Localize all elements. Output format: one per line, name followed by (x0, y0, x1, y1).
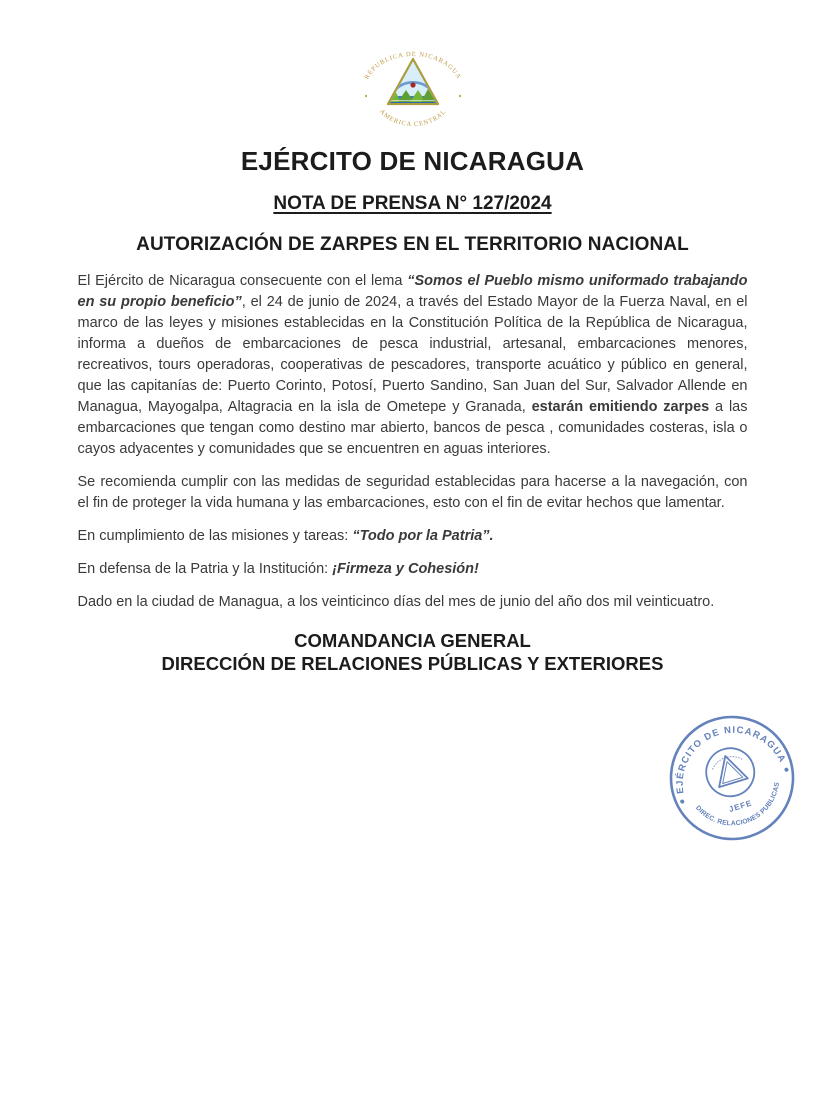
press-release-page (0, 44, 825, 1112)
page-title: EJÉRCITO DE NICARAGUA (240, 146, 585, 176)
emblem-right-dot (458, 95, 460, 97)
text-run: En defensa de la Patria y la Institución: (77, 561, 333, 577)
paragraph-zarpes-authorization (78, 271, 748, 460)
emblem-left-dot (364, 95, 366, 97)
stamp-right-dot (784, 767, 789, 772)
text-run: ¡Firmeza y Cohesión! (332, 561, 479, 577)
text-run: El Ejército de Nicaragua consecuente con el lema (77, 273, 408, 289)
emblem-bottom-arc-text: AMERICA CENTRAL (377, 108, 448, 129)
stamp-inner-arc (710, 753, 743, 769)
paragraph-dateline (78, 592, 748, 613)
press-note-number: NOTA DE PRENSA N° 127/2024 (273, 193, 552, 214)
paragraph-motto-patria (78, 526, 748, 547)
text-run: Se recomienda cumplir con las medidas de seguridad establecidas para hacerse a la navegación, con el fin de proteger la vida humana y las embarcaciones, esto con el fin de evitar hechos que lamentar. (77, 474, 748, 511)
text-run: Dado en la ciudad de Managua, a los veinticinco días del mes de junio del año dos mil veinticuatro. (77, 594, 715, 610)
stamp-top-arc-text: EJÉRCITO DE NICARAGUA (674, 724, 788, 795)
stamp-bottom-arc-text: DIREC. RELACIONES PUBLICAS (694, 781, 781, 828)
signature-line-direccion: DIRECCIÓN DE RELACIONES PÚBLICAS Y EXTERIORES (161, 653, 664, 674)
text-run: “Todo por la Patria”. (352, 528, 494, 544)
document-body (78, 271, 748, 613)
paragraph-safety-recommendation (78, 472, 748, 514)
official-stamp (650, 696, 815, 861)
stamp-seal-icon (650, 696, 815, 861)
stamp-left-dot (680, 799, 685, 804)
emblem-top-arc-text: REPUBLICA DE NICARAGUA (363, 50, 462, 81)
nicaragua-coat-of-arms-icon (357, 44, 469, 132)
headline: AUTORIZACIÓN DE ZARPES EN EL TERRITORIO NACIONAL (136, 234, 689, 255)
signature-line-comandancia: COMANDANCIA GENERAL (294, 630, 531, 651)
text-run: “Somos el Pueblo mismo uniformado trabajando en su propio beneficio” (77, 273, 748, 310)
stamp-center-ring (700, 742, 760, 802)
text-run: , el 24 de junio de 2024, a través del Estado Mayor de la Fuerza Naval, en el marco de las leyes y misiones establecidas en la Constitución Política de la República de Nicaragua, informa a dueños de embarcaciones de pesca industrial, artesanal, embarcaciones menores, recreativos, tours operadoras, cooperativas de pescadores, transporte acuático y público en general, que las capitanías de: Puerto Corinto, Potosí, Puerto Sandino, San Juan del Sur, Salvador Allende en Managua, Mayogalpa, Altagracia en la isla de Ometepe y Granada, (77, 294, 748, 415)
text-run: estarán emitiendo zarpes (531, 399, 710, 415)
stamp-center-label: JEFE (727, 798, 754, 815)
text-run: a las embarcaciones que tengan como destino mar abierto, bancos de pesca , comunidades costeras, isla o cayos adyacentes y comunidades que se encuentren en aguas interiores. (77, 399, 748, 457)
text-run: En cumplimiento de las misiones y tareas: (77, 528, 353, 544)
paragraph-motto-firmeza (78, 559, 748, 580)
signature-block (0, 629, 825, 675)
